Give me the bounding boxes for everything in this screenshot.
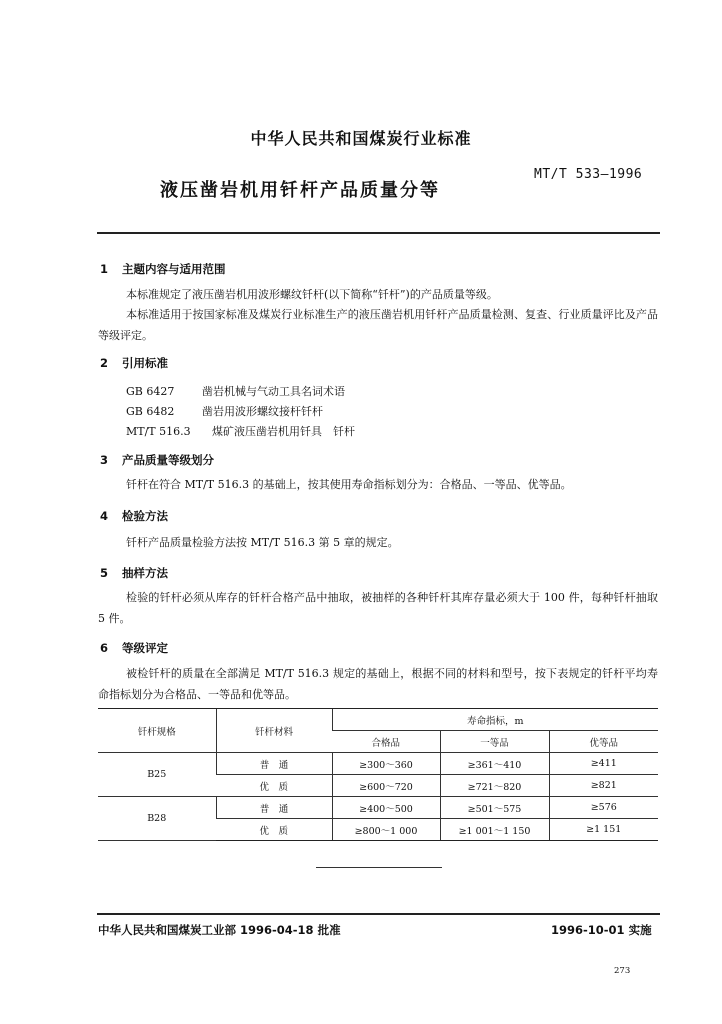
section-number: 3 xyxy=(100,453,109,467)
material-cell: 普 通 xyxy=(216,797,332,819)
section-number: 4 xyxy=(100,509,109,523)
section-title: 主题内容与适用范围 xyxy=(122,262,226,276)
reference-code: GB 6482 xyxy=(126,405,175,418)
section-number: 2 xyxy=(100,356,109,370)
value-cell: ≥600～720 xyxy=(332,775,440,797)
material-cell: 普 通 xyxy=(216,753,332,775)
value-cell: ≥721～820 xyxy=(440,775,549,797)
footer-divider xyxy=(97,913,660,915)
spec-cell: B25 xyxy=(98,753,216,797)
header-grade-qualified: 合格品 xyxy=(332,731,440,753)
reference-title: 煤矿液压凿岩机用钎具 钎杆 xyxy=(212,425,355,438)
grade-table xyxy=(98,708,658,841)
value-cell: ≥800～1 000 xyxy=(332,819,440,841)
section-6-para: 被检钎杆的质量在全部满足 MT/T 516.3 规定的基础上，根据不同的材料和型号，按下表规定的钎杆平均寿命指标划分为合格品、一等品和优等品。 xyxy=(98,667,658,701)
value-cell: ≥361～410 xyxy=(440,753,549,775)
reference-item xyxy=(126,423,355,439)
value-cell: ≥821 xyxy=(549,775,658,797)
header-grade-superior: 优等品 xyxy=(549,731,658,753)
end-divider xyxy=(316,867,442,868)
implementation-line: 1996-10-01 实施 xyxy=(551,923,652,937)
header-life: 寿命指标，m xyxy=(332,709,658,731)
section-3-para: 钎杆在符合 MT/T 516.3 的基础上，按其使用寿命指标划分为：合格品、一等品、优等品。 xyxy=(126,478,572,491)
section-number: 5 xyxy=(100,566,109,580)
section-4-para: 钎杆产品质量检验方法按 MT/T 516.3 第 5 章的规定。 xyxy=(126,536,399,549)
table-row xyxy=(98,753,658,775)
header-divider xyxy=(97,232,660,234)
value-cell: ≥576 xyxy=(549,797,658,819)
reference-item xyxy=(126,403,323,419)
section-6-heading xyxy=(100,640,168,656)
section-3-heading xyxy=(100,452,214,468)
section-title: 抽样方法 xyxy=(122,566,168,580)
value-cell: ≥400～500 xyxy=(332,797,440,819)
page-number: 273 xyxy=(614,966,631,976)
reference-code: GB 6427 xyxy=(126,385,175,398)
value-cell: ≥411 xyxy=(549,753,658,775)
reference-code: MT/T 516.3 xyxy=(126,425,191,438)
table-row xyxy=(98,797,658,819)
issuer-title: 中华人民共和国煤炭行业标准 xyxy=(250,129,472,148)
section-number: 1 xyxy=(100,262,109,276)
document-title: 液压凿岩机用钎杆产品质量分等 xyxy=(160,180,440,201)
section-title: 产品质量等级划分 xyxy=(122,453,214,467)
section-number: 6 xyxy=(100,641,109,655)
material-cell: 优 质 xyxy=(216,775,332,797)
material-cell: 优 质 xyxy=(216,819,332,841)
header-spec: 钎杆规格 xyxy=(98,709,216,753)
section-5-para: 检验的钎杆必须从库存的钎杆合格产品中抽取，被抽样的各种钎杆其库存量必须大于 100 件，每种钎杆抽取 5 件。 xyxy=(98,591,658,625)
section-title: 检验方法 xyxy=(122,509,168,523)
value-cell: ≥1 151 xyxy=(549,819,658,841)
section-title: 等级评定 xyxy=(122,641,168,655)
value-cell: ≥300～360 xyxy=(332,753,440,775)
section-1-para-2: 本标准适用于按国家标准及煤炭行业标准生产的液压凿岩机用钎杆产品质量检测、复查、行业质量评比及产品等级评定。 xyxy=(98,308,658,342)
reference-item xyxy=(126,383,345,399)
section-4-heading xyxy=(100,508,168,524)
section-title: 引用标准 xyxy=(122,356,168,370)
reference-title: 凿岩机械与气动工具名词术语 xyxy=(202,385,345,398)
section-2-heading xyxy=(100,355,168,371)
approval-line: 中华人民共和国煤炭工业部 1996-04-18 批准 xyxy=(98,923,341,937)
reference-title: 凿岩用波形螺纹接杆钎杆 xyxy=(202,405,323,418)
value-cell: ≥1 001～1 150 xyxy=(440,819,549,841)
header-material: 钎杆材料 xyxy=(216,709,332,753)
section-1-para-1: 本标准规定了液压凿岩机用波形螺纹钎杆(以下简称“钎杆”)的产品质量等级。 xyxy=(126,288,498,301)
spec-cell: B28 xyxy=(98,797,216,841)
header-grade-first: 一等品 xyxy=(440,731,549,753)
value-cell: ≥501～575 xyxy=(440,797,549,819)
section-1-heading xyxy=(100,261,226,277)
section-5-heading xyxy=(100,565,168,581)
standard-number: MT/T 533—1996 xyxy=(534,167,643,182)
